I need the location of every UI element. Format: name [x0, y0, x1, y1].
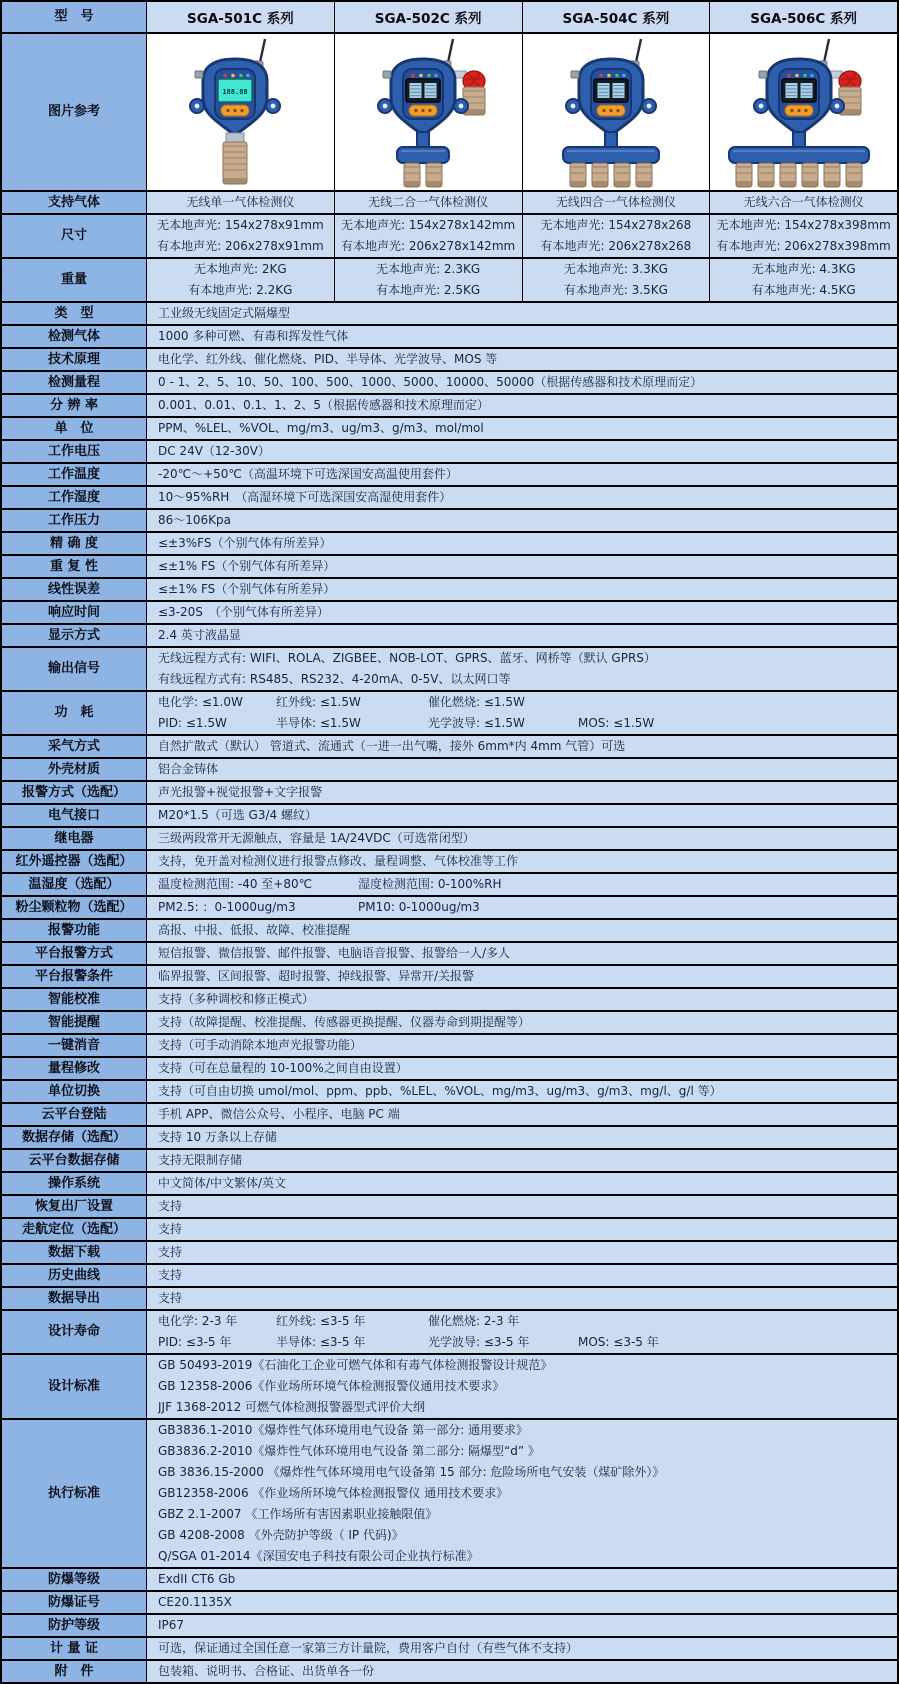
spec-value-line: 短信报警、微信报警、邮件报警、电脑语音报警、报警给一人/多人	[158, 946, 511, 960]
spec-value	[147, 326, 897, 347]
spec-value-line: 有本地声光: 206x278x91mm	[157, 239, 324, 253]
row-label: 走航定位（选配）	[2, 1219, 147, 1240]
table-row	[2, 1240, 897, 1263]
spec-value-line: -20℃～+50℃（高温环境下可选深国安高温使用套件）	[158, 467, 458, 481]
spec-value-col-4	[709, 259, 897, 301]
spec-value-col-4	[709, 192, 897, 213]
product-image-sga-506c	[709, 34, 897, 190]
row-label: 红外遥控器（选配）	[2, 851, 147, 872]
row-label: 外壳材质	[2, 759, 147, 780]
spec-value-line: ExdII CT6 Gb	[158, 1572, 236, 1586]
row-label: 功 耗	[2, 692, 147, 734]
spec-value	[147, 897, 897, 918]
model-name-2: SGA-502C 系列	[334, 2, 522, 32]
product-image-sga-504c	[522, 34, 710, 190]
spec-value-line: 临界报警、区间报警、超时报警、掉线报警、异常开/关报警	[158, 969, 475, 983]
spec-value-line: 支持无限制存储	[158, 1153, 243, 1167]
spec-value	[147, 782, 897, 803]
spec-value-line: DC 24V（12-30V）	[158, 444, 270, 458]
spec-value-line: 电化学、红外线、催化燃烧、PID、半导体、光学波导、MOS 等	[158, 352, 498, 366]
row-label: 平台报警条件	[2, 966, 147, 987]
spec-value-col-1	[147, 259, 334, 301]
spec-value	[147, 1196, 897, 1217]
model-name-4: SGA-506C 系列	[709, 2, 897, 32]
spec-value-line: 无本地声光: 154x278x91mm	[157, 218, 324, 232]
table-row	[2, 1286, 897, 1309]
spec-value-line	[158, 897, 897, 918]
spec-value-line: 声光报警+视觉报警+文字报警	[158, 785, 323, 799]
spec-value	[147, 625, 897, 646]
spec-value	[147, 441, 897, 462]
spec-value	[147, 1355, 897, 1418]
row-label: 报警方式（选配）	[2, 782, 147, 803]
spec-value	[147, 1104, 897, 1125]
spec-value	[147, 602, 897, 623]
row-label: 报警功能	[2, 920, 147, 941]
table-row	[2, 1194, 897, 1217]
row-label: 防护等级	[2, 1615, 147, 1636]
row-label: 工作压力	[2, 510, 147, 531]
spec-value-segment: PID: ≤1.5W	[158, 716, 227, 730]
product-image-sga-502c	[334, 34, 522, 190]
table-row	[2, 531, 897, 554]
spec-value	[147, 1661, 897, 1682]
table-row	[2, 416, 897, 439]
row-label: 工作湿度	[2, 487, 147, 508]
spec-value	[147, 372, 897, 393]
table-row	[2, 485, 897, 508]
spec-value	[147, 1012, 897, 1033]
spec-value-segment: 光学波导: ≤3-5 年	[428, 1335, 530, 1349]
gas-detector-illustration	[523, 35, 709, 189]
spec-value-line: ≤3-20S （个别气体有所差异）	[158, 605, 329, 619]
spec-value	[147, 1035, 897, 1056]
spec-value-line	[158, 874, 897, 895]
row-label: 恢复出厂设置	[2, 1196, 147, 1217]
table-row	[2, 1263, 897, 1286]
row-label: 数据导出	[2, 1288, 147, 1309]
spec-value-line: 无线四合一气体检测仪	[555, 195, 676, 209]
spec-value-line: 有线远程方式有: RS485、RS232、4-20mA、0-5V、以太网口等	[158, 672, 511, 686]
spec-value-col-1	[147, 192, 334, 213]
table-row	[2, 1125, 897, 1148]
spec-value-segment: 湿度检测范围: 0-100%RH	[358, 877, 502, 891]
row-label: 计 量 证	[2, 1638, 147, 1659]
spec-value	[147, 1615, 897, 1636]
spec-value-segment: 催化燃烧: ≤1.5W	[428, 695, 525, 709]
row-label: 继电器	[2, 828, 147, 849]
spec-value-line: PPM、%LEL、%VOL、mg/m3、ug/m3、g/m3、mol/mol	[158, 421, 484, 435]
spec-value-line: 无本地声光: 4.3KG	[751, 262, 856, 276]
row-label: 检测量程	[2, 372, 147, 393]
spec-value	[147, 989, 897, 1010]
spec-value	[147, 874, 897, 895]
table-row	[2, 780, 897, 803]
spec-value-segment: PM2.5: ：0-1000ug/m3	[158, 900, 296, 914]
spec-value-line: 支持	[158, 1291, 183, 1305]
spec-value-segment: MOS: ≤1.5W	[578, 716, 655, 730]
table-row	[2, 623, 897, 646]
row-label: 技术原理	[2, 349, 147, 370]
row-label: 线性误差	[2, 579, 147, 600]
spec-value	[147, 736, 897, 757]
spec-value-line: 无本地声光: 2.3KG	[376, 262, 481, 276]
spec-value-line: ≤±1% FS（个别气体有所差异）	[158, 559, 336, 573]
table-row	[2, 1102, 897, 1125]
spec-value-line: 10～95%RH （高湿环境下可选深国安高湿使用套件）	[158, 490, 452, 504]
spec-value-line: 0 - 1、2、5、10、50、100、500、1000、5000、10000、50000（根据传感器和技术原理而定）	[158, 375, 703, 389]
spec-value	[147, 1638, 897, 1659]
row-label: 执行标准	[2, 1420, 147, 1567]
model-name-1: SGA-501C 系列	[147, 2, 334, 32]
spec-value-line: 有本地声光: 206x278x268	[540, 239, 692, 253]
spec-value-line: 有本地声光: 2.5KG	[376, 283, 481, 297]
spec-value-line: 有本地声光: 206x278x142mm	[341, 239, 516, 253]
spec-value-line: 有本地声光: 2.2KG	[188, 283, 293, 297]
spec-value-col-2	[334, 215, 522, 257]
row-label: 工作温度	[2, 464, 147, 485]
model-name-3: SGA-504C 系列	[522, 2, 710, 32]
spec-value-line: 支持（可自由切换 umol/mol、ppm、ppb、%LEL、%VOL、mg/m3、ug/m3、g/m3、mg/l、g/l 等）	[158, 1084, 722, 1098]
table-row	[2, 1590, 897, 1613]
spec-value-line: 支持（多种调校和修正模式）	[158, 992, 315, 1006]
spec-value-line	[158, 692, 897, 713]
spec-value-line: 铝合金铸体	[158, 762, 219, 776]
image-reference-row	[2, 32, 897, 190]
spec-value	[147, 510, 897, 531]
table-row	[2, 941, 897, 964]
table-row	[2, 757, 897, 780]
spec-value-line: 1000 多种可燃、有毒和挥发性气体	[158, 329, 349, 343]
spec-value-col-2	[334, 259, 522, 301]
row-label: 单位切换	[2, 1081, 147, 1102]
spec-value-segment: PM10: 0-1000ug/m3	[358, 900, 480, 914]
spec-value-line: GB 50493-2019《石油化工企业可燃气体和有毒气体检测报警设计规范》	[158, 1358, 553, 1372]
spec-value-line: 无本地声光: 154x278x398mm	[716, 218, 891, 232]
spec-value	[147, 1265, 897, 1286]
spec-value	[147, 1288, 897, 1309]
table-row	[2, 1148, 897, 1171]
table-row	[2, 577, 897, 600]
table-row	[2, 439, 897, 462]
spec-value-segment: 温度检测范围: -40 至+80℃	[158, 877, 313, 891]
table-row	[2, 347, 897, 370]
table-row	[2, 600, 897, 623]
spec-value-segment: 红外线: ≤1.5W	[276, 695, 361, 709]
table-row	[2, 826, 897, 849]
row-label: 数据存储（选配）	[2, 1127, 147, 1148]
table-row	[2, 646, 897, 690]
spec-value	[147, 1420, 897, 1567]
spec-value-line: 支持 10 万条以上存储	[158, 1130, 277, 1144]
spec-value-line: 支持	[158, 1245, 183, 1259]
row-label: 支持气体	[2, 192, 147, 213]
row-label: 单 位	[2, 418, 147, 439]
spec-value-line: ≤±3%FS（个别气体有所差异）	[158, 536, 332, 550]
spec-value	[147, 943, 897, 964]
spec-value-segment: 光学波导: ≤1.5W	[428, 716, 525, 730]
spec-value-line: GB12358-2006 《作业场所环境气体检测报警仪 通用技术要求》	[158, 1486, 509, 1500]
table-row	[2, 213, 897, 257]
spec-value-col-2	[334, 192, 522, 213]
spec-value	[147, 920, 897, 941]
spec-value-line: 支持	[158, 1199, 183, 1213]
spec-value-col-3	[522, 259, 710, 301]
row-label: 智能提醒	[2, 1012, 147, 1033]
spec-value	[147, 1150, 897, 1171]
table-row	[2, 1659, 897, 1682]
spec-value-col-4	[709, 215, 897, 257]
spec-value-line	[158, 1311, 897, 1332]
spec-value-segment: 电化学: 2-3 年	[158, 1314, 238, 1328]
spec-value	[147, 1569, 897, 1590]
spec-value	[147, 648, 897, 690]
row-label: 尺寸	[2, 215, 147, 257]
spec-value-segment: MOS: ≤3-5 年	[578, 1335, 659, 1349]
row-label: 显示方式	[2, 625, 147, 646]
row-label: 附 件	[2, 1661, 147, 1682]
spec-value-segment: 红外线: ≤3-5 年	[276, 1314, 366, 1328]
spec-value-line: 无本地声光: 3.3KG	[563, 262, 668, 276]
row-label: 设计标准	[2, 1355, 147, 1418]
spec-value-line: 有本地声光: 4.5KG	[751, 283, 856, 297]
table-row	[2, 1033, 897, 1056]
spec-value-line: 中文简体/中文繁体/英文	[158, 1176, 287, 1190]
row-label: 电气接口	[2, 805, 147, 826]
spec-value-col-3	[522, 192, 710, 213]
spec-value-col-1	[147, 215, 334, 257]
spec-value-line: 有本地声光: 3.5KG	[563, 283, 668, 297]
gas-detector-illustration	[711, 35, 897, 189]
spec-value-line: 工业级无线固定式隔爆型	[158, 306, 291, 320]
row-label: 防爆等级	[2, 1569, 147, 1590]
row-label: 数据下载	[2, 1242, 147, 1263]
row-label: 响应时间	[2, 602, 147, 623]
spec-value	[147, 579, 897, 600]
table-row	[2, 301, 897, 324]
table-row	[2, 895, 897, 918]
table-row	[2, 918, 897, 941]
table-row	[2, 1567, 897, 1590]
spec-value-line: 无本地声光: 154x278x268	[540, 218, 692, 232]
row-label: 采气方式	[2, 736, 147, 757]
table-row	[2, 803, 897, 826]
spec-value-line: 自然扩散式（默认） 管道式、流通式（一进一出气嘴，接外 6mm*内 4mm 气管）可选	[158, 739, 626, 753]
model-header-label: 型 号	[2, 2, 147, 32]
row-label: 智能校准	[2, 989, 147, 1010]
row-label: 粉尘颗粒物（选配）	[2, 897, 147, 918]
spec-value-line: 包装箱、说明书、合格证、出货单各一份	[158, 1664, 375, 1678]
spec-value-line: 支持	[158, 1222, 183, 1236]
spec-value	[147, 1058, 897, 1079]
spec-value-line: Q/SGA 01-2014《深国安电子科技有限公司企业执行标准》	[158, 1549, 479, 1563]
row-label: 量程修改	[2, 1058, 147, 1079]
spec-value-line: 支持，免开盖对检测仪进行报警点修改、量程调整、气体校准等工作	[158, 854, 519, 868]
spec-value	[147, 1311, 897, 1353]
spec-value	[147, 533, 897, 554]
spec-value	[147, 692, 897, 734]
spec-value-line: 支持	[158, 1268, 183, 1282]
table-row	[2, 1217, 897, 1240]
row-label: 检测气体	[2, 326, 147, 347]
table-row	[2, 1079, 897, 1102]
spec-value-line: 2.4 英寸液晶显	[158, 628, 241, 642]
spec-value	[147, 1173, 897, 1194]
table-row	[2, 1010, 897, 1033]
row-label: 输出信号	[2, 648, 147, 690]
spec-value-line: GB 12358-2006《作业场所环境气体检测报警仪通用技术要求》	[158, 1379, 505, 1393]
spec-value-line: 0.001、0.01、0.1、1、2、5（根据传感器和技术原理而定）	[158, 398, 490, 412]
table-row	[2, 964, 897, 987]
spec-value-line: 无线二合一气体检测仪	[368, 195, 489, 209]
spec-value-line	[158, 713, 897, 734]
row-label: 分 辨 率	[2, 395, 147, 416]
spec-value	[147, 349, 897, 370]
table-row	[2, 849, 897, 872]
row-label: 历史曲线	[2, 1265, 147, 1286]
spec-value-line: JJF 1368-2012 可燃气体检测报警器型式评价大纲	[158, 1400, 426, 1414]
spec-value-segment: PID: ≤3-5 年	[158, 1335, 232, 1349]
table-row	[2, 257, 897, 301]
spec-value-line: CE20.1135X	[158, 1595, 232, 1609]
spec-value-segment: 电化学: ≤1.0W	[158, 695, 243, 709]
spec-value-line: 支持（可在总量程的 10-100%之间自由设置）	[158, 1061, 408, 1075]
spec-value-line	[158, 1332, 897, 1353]
spec-value-line: 无线单一气体检测仪	[186, 195, 295, 209]
table-row	[2, 690, 897, 734]
spec-value-segment: 半导体: ≤3-5 年	[276, 1335, 366, 1349]
table-row	[2, 190, 897, 213]
table-row	[2, 1418, 897, 1567]
spec-value-line: 支持（可手动消除本地声光报警功能）	[158, 1038, 363, 1052]
spec-value-line: GB3836.2-2010《爆炸性气体环境用电气设备 第二部分: 隔爆型“d” 》	[158, 1444, 540, 1458]
table-row	[2, 393, 897, 416]
spec-value-line: 手机 APP、微信公众号、小程序、电脑 PC 端	[158, 1107, 400, 1121]
spec-value	[147, 487, 897, 508]
row-label: 类 型	[2, 303, 147, 324]
spec-value	[147, 1219, 897, 1240]
spec-value-line: GB 4208-2008 《外壳防护等级（ IP 代码)》	[158, 1528, 404, 1542]
spec-value	[147, 1127, 897, 1148]
spec-value	[147, 1242, 897, 1263]
table-row	[2, 1309, 897, 1353]
row-label: 平台报警方式	[2, 943, 147, 964]
table-row	[2, 1171, 897, 1194]
spec-value	[147, 464, 897, 485]
spec-value-line: 可选，保证通过全国任意一家第三方计量院，费用客户自付（有些气体不支持）	[158, 1641, 579, 1655]
row-label: 操作系统	[2, 1173, 147, 1194]
spec-value-line: 无线六合一气体检测仪	[743, 195, 864, 209]
spec-value-line: 支持（故障提醒、校准提醒、传感器更换提醒、仪器寿命到期提醒等）	[158, 1015, 531, 1029]
product-image-sga-501c	[147, 34, 334, 190]
spec-value-line: 有本地声光: 206x278x398mm	[716, 239, 891, 253]
row-label: 云平台数据存储	[2, 1150, 147, 1171]
spec-value	[147, 556, 897, 577]
spec-value	[147, 395, 897, 416]
spec-value-line: 无本地声光: 154x278x142mm	[341, 218, 516, 232]
table-row	[2, 872, 897, 895]
table-row	[2, 370, 897, 393]
row-label: 精 确 度	[2, 533, 147, 554]
table-row	[2, 1353, 897, 1418]
row-label: 重量	[2, 259, 147, 301]
spec-value	[147, 966, 897, 987]
spec-value-segment: 催化燃烧: 2-3 年	[428, 1314, 520, 1328]
spec-value-line: 高报、中报、低报、故障、校准提醒	[158, 923, 351, 937]
spec-value-line: 无线远程方式有: WIFI、ROLA、ZIGBEE、NOB-LOT、GPRS、蓝牙、网桥等（默认 GPRS）	[158, 651, 656, 665]
table-row	[2, 987, 897, 1010]
gas-detector-illustration	[147, 35, 333, 189]
table-header-row	[2, 2, 897, 32]
row-label: 云平台登陆	[2, 1104, 147, 1125]
table-row	[2, 1056, 897, 1079]
svg-text:188.88: 188.88	[222, 88, 249, 96]
table-row	[2, 734, 897, 757]
table-row	[2, 508, 897, 531]
table-row	[2, 324, 897, 347]
spec-value-line: M20*1.5（可选 G3/4 螺纹）	[158, 808, 317, 822]
row-label: 重 复 性	[2, 556, 147, 577]
gas-detector-illustration	[335, 35, 521, 189]
spec-value	[147, 851, 897, 872]
spec-value-line: GB 3836.15-2000 《爆炸性气体环境用电气设备第 15 部分: 危险场所电气安装（煤矿除外）》	[158, 1465, 665, 1479]
spec-value	[147, 1592, 897, 1613]
row-label: 一键消音	[2, 1035, 147, 1056]
row-label: 温湿度（选配）	[2, 874, 147, 895]
spec-value-line: 三级两段常开无源触点，容量是 1A/24VDC（可选常闭型）	[158, 831, 475, 845]
spec-value	[147, 1081, 897, 1102]
row-label: 设计寿命	[2, 1311, 147, 1353]
spec-value-line: 86～106Kpa	[158, 513, 232, 527]
table-row	[2, 554, 897, 577]
row-label: 工作电压	[2, 441, 147, 462]
spec-value-line: 无本地声光: 2KG	[194, 262, 287, 276]
spec-value-line: IP67	[158, 1618, 185, 1632]
spec-value-segment: 半导体: ≤1.5W	[276, 716, 361, 730]
table-row	[2, 462, 897, 485]
spec-value	[147, 303, 897, 324]
spec-value-line: GBZ 2.1-2007 《工作场所有害因素职业接触限值》	[158, 1507, 438, 1521]
spec-value	[147, 805, 897, 826]
spec-value	[147, 828, 897, 849]
row-label: 图片参考	[2, 34, 147, 190]
row-label: 防爆证号	[2, 1592, 147, 1613]
spec-value	[147, 418, 897, 439]
spec-value-line: ≤±1% FS（个别气体有所差异）	[158, 582, 336, 596]
spec-value	[147, 759, 897, 780]
spec-value-col-3	[522, 215, 710, 257]
spec-value-line: GB3836.1-2010《爆炸性气体环境用电气设备 第一部分: 通用要求》	[158, 1423, 529, 1437]
table-row	[2, 1613, 897, 1636]
table-row	[2, 1636, 897, 1659]
